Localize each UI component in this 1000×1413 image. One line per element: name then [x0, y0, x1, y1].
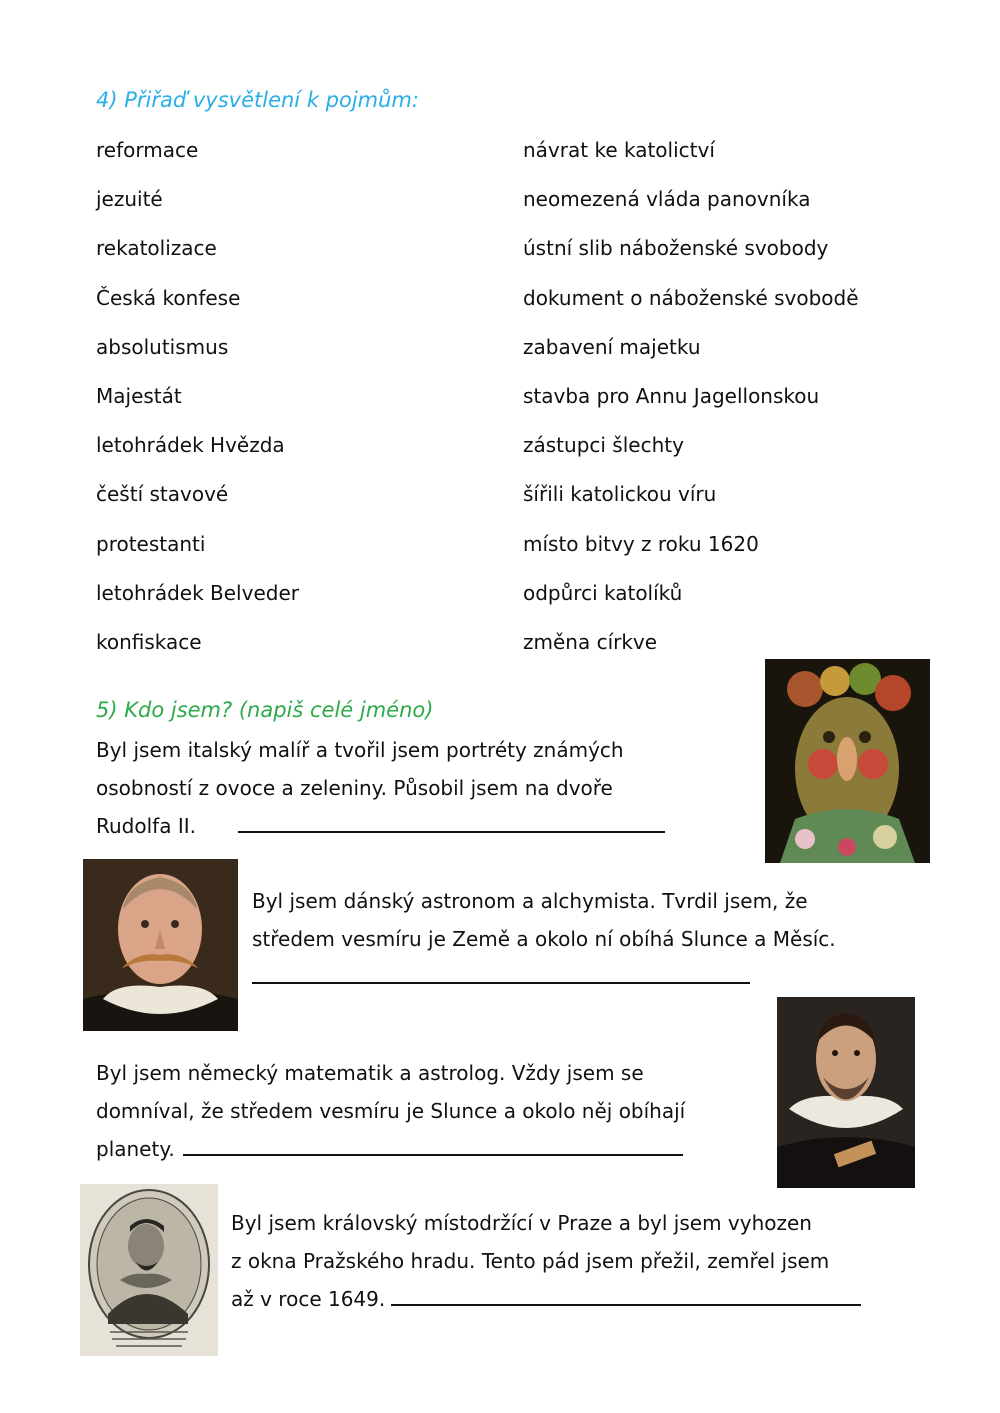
term-item[interactable]: letohrádek Belveder [96, 581, 299, 605]
answer-blank-1[interactable] [238, 811, 665, 833]
question-3-line-3: planety. [96, 1137, 175, 1161]
explanation-item[interactable]: ústní slib náboženské svobody [523, 236, 829, 260]
question-4-line-1: Byl jsem královský místodržící v Praze a byl jsem vyhozen [231, 1211, 812, 1235]
section-4-heading: 4) Přiřaď vysvětlení k pojmům: [96, 88, 419, 112]
answer-blank-4[interactable] [391, 1284, 861, 1306]
explanation-item[interactable]: neomezená vláda panovníka [523, 187, 811, 211]
term-item[interactable]: protestanti [96, 532, 206, 556]
answer-blank-2[interactable] [252, 962, 750, 984]
term-item[interactable]: reformace [96, 138, 199, 162]
term-item[interactable]: čeští stavové [96, 482, 229, 506]
question-3 [96, 1054, 685, 1168]
term-item[interactable]: absolutismus [96, 335, 229, 359]
term-item[interactable]: letohrádek Hvězda [96, 433, 285, 457]
term-item[interactable]: jezuité [96, 187, 163, 211]
question-4 [231, 1204, 861, 1318]
question-2-line-1: Byl jsem dánský astronom a alchymista. Tvrdil jsem, že [252, 889, 808, 913]
explanation-item[interactable]: změna církve [523, 630, 658, 654]
section-5-heading: 5) Kdo jsem? (napiš celé jméno) [96, 698, 434, 722]
explanation-item[interactable]: dokument o náboženské svobodě [523, 286, 859, 310]
answer-blank-3[interactable] [183, 1134, 683, 1156]
question-4-line-2: z okna Pražského hradu. Tento pád jsem přežil, zemřel jsem [231, 1249, 830, 1273]
term-item[interactable]: konfiskace [96, 630, 202, 654]
arcimboldo-vertumnus-portrait [765, 659, 930, 863]
explanation-item[interactable]: místo bitvy z roku 1620 [523, 532, 759, 556]
explanation-item[interactable]: stavba pro Annu Jagellonskou [523, 384, 820, 408]
term-item[interactable]: Česká konfese [96, 286, 241, 310]
explanation-item[interactable]: zástupci šlechty [523, 433, 684, 457]
question-1 [96, 731, 665, 845]
term-item[interactable]: rekatolizace [96, 236, 217, 260]
martinic-engraving-portrait [80, 1184, 218, 1356]
explanation-item[interactable]: odpůrci katolíků [523, 581, 683, 605]
tycho-brahe-portrait [83, 859, 238, 1031]
term-item[interactable]: Majestát [96, 384, 182, 408]
explanation-item[interactable]: šířili katolickou víru [523, 482, 717, 506]
explanation-item[interactable]: zabavení majetku [523, 335, 701, 359]
question-3-line-1: Byl jsem německý matematik a astrolog. Vždy jsem se [96, 1061, 644, 1085]
johannes-kepler-portrait [777, 997, 915, 1188]
question-2-line-2: středem vesmíru je Země a okolo ní obíhá Slunce a Měsíc. [252, 927, 836, 951]
explanation-item[interactable]: návrat ke katolictví [523, 138, 715, 162]
question-1-line-1: Byl jsem italský malíř a tvořil jsem portréty známých [96, 738, 624, 762]
question-1-line-2: osobností z ovoce a zeleniny. Působil jsem na dvoře [96, 776, 613, 800]
question-3-line-2: domníval, že středem vesmíru je Slunce a okolo něj obíhají [96, 1099, 686, 1123]
question-1-line-3: Rudolfa II. [96, 814, 196, 838]
question-2 [252, 882, 836, 996]
question-4-line-3: až v roce 1649. [231, 1287, 386, 1311]
